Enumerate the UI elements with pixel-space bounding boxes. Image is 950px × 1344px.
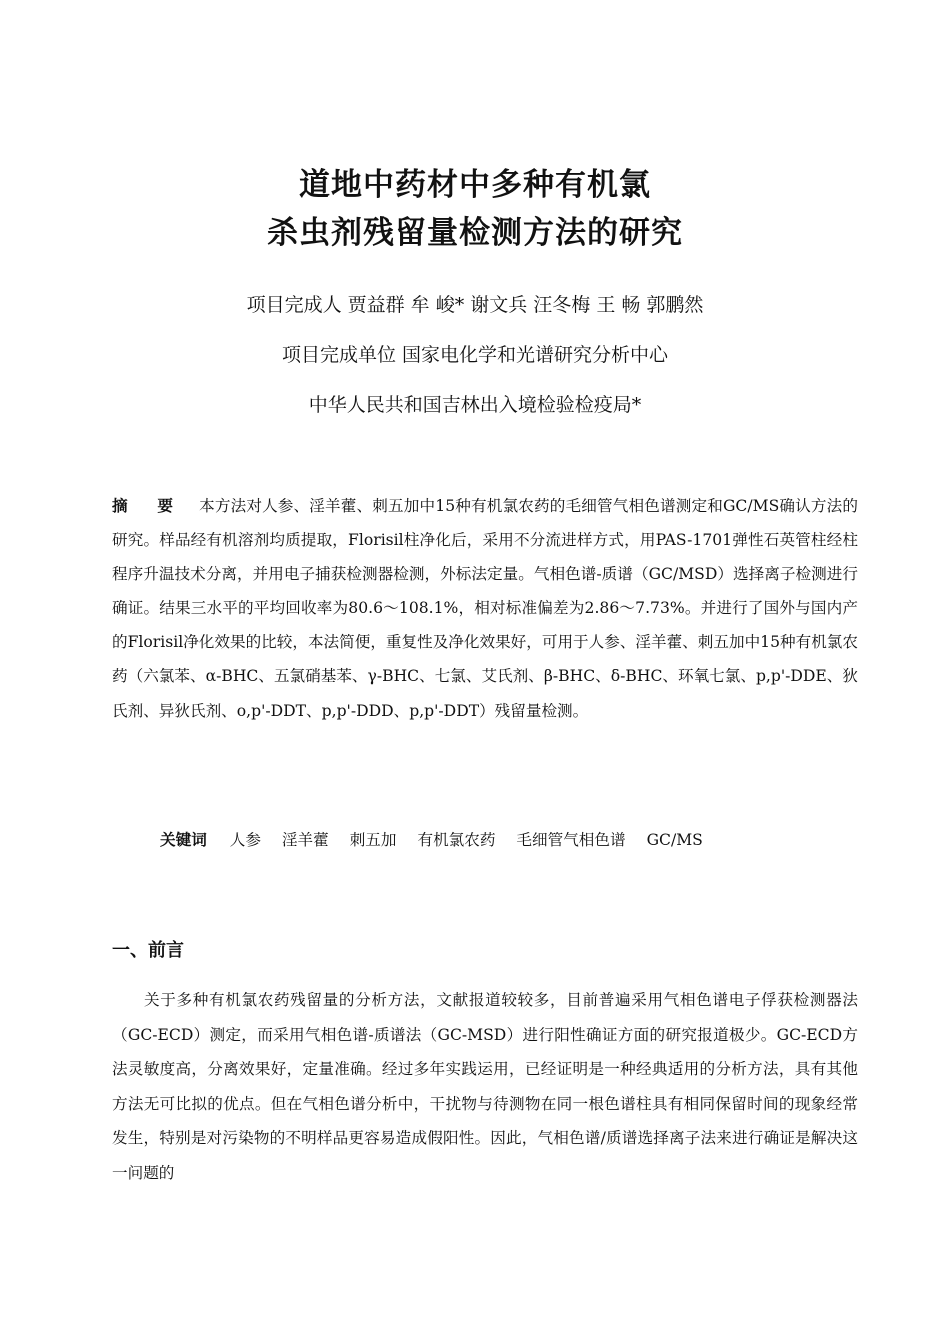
keyword-item: 刺五加 — [349, 831, 397, 849]
keyword-item: 毛细管气相色谱 — [516, 831, 626, 849]
affiliation-line-1: 项目完成单位 国家电化学和光谱研究分析中心 — [281, 344, 669, 366]
abstract-text: 本方法对人参、淫羊藿、刺五加中15种有机氯农药的毛细管气相色谱测定和GC/MS确认方法的研究。样品经有机溶剂均质提取，Florisil柱净化后，采用不分流进样方式，用PAS-1701弹性石英管柱经柱程序升温技术分离，并用电子捕获检测器检测，外标法定量。气相色谱-质谱（GC/MSD）选择离子检测进行确证。结果三水平的平均回收率为80.6～108.1%，相对标准偏差为2.86～7.73%。并进行了国外与国内产的Florisil净化效果的比较，本法简便，重复性及净化效果好，可用于人参、淫羊藿、刺五加中15种有机氯农药（六氯苯、α-BHC、五氯硝基苯、γ-BHC、七氯、艾氏剂、β-BHC、δ-BHC、环氧七氯、p,p'-DDE、狄氏剂、异狄氏剂、o,p'-DDT、p,p'-DDD、p,p'-DDT）残留量检测。 — [112, 497, 858, 720]
section-heading-introduction: 一、前言 — [112, 940, 184, 961]
keyword-item: 有机氯农药 — [417, 831, 496, 849]
paper-title-line-1: 道地中药材中多种有机氯 — [299, 167, 651, 203]
keywords-label: 关键词 — [160, 831, 207, 849]
affiliation-line-2: 中华人民共和国吉林出入境检验检疫局* — [308, 394, 642, 416]
paper-title-line-2: 杀虫剂残留量检测方法的研究 — [267, 215, 683, 251]
abstract — [112, 489, 858, 728]
authors-line: 项目完成人 贾益群 牟 峻* 谢文兵 汪冬梅 王 畅 郭鹏然 — [246, 294, 704, 316]
keyword-item: 人参 — [229, 831, 261, 849]
abstract-label: 摘 要 — [112, 497, 186, 515]
keyword-item: 淫羊藿 — [281, 831, 329, 849]
keywords — [160, 825, 860, 855]
keyword-item: GC/MS — [646, 831, 703, 849]
introduction-paragraph: 关于多种有机氯农药残留量的分析方法，文献报道较较多，目前普遍采用气相色谱电子俘获检测器法（GC-ECD）测定，而采用气相色谱-质谱法（GC-MSD）进行阳性确证方面的研究报道极少。GC-ECD方法灵敏度高，分离效果好，定量准确。经过多年实践运用，已经证明是一种经典适用的分析方法，具有其他方法无可比拟的优点。但在气相色谱分析中，干扰物与待测物在同一根色谱柱具有相同保留时间的现象经常发生，特别是对污染物的不明样品更容易造成假阳性。因此，气相色谱/质谱选择离子法来进行确证是解决这一问题的 — [112, 991, 858, 1182]
